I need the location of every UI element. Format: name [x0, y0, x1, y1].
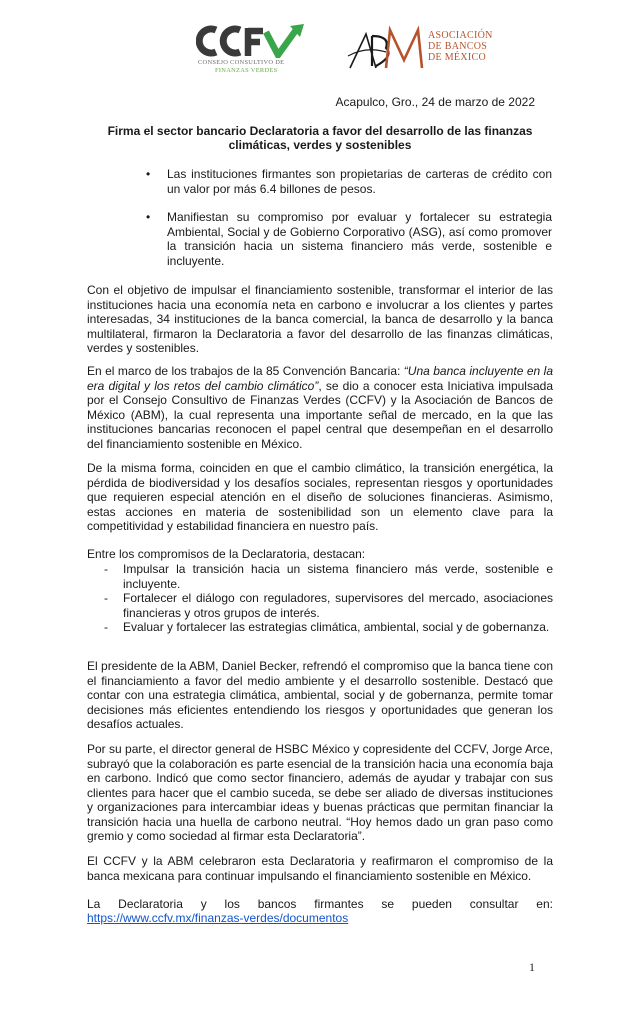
header-logos — [196, 22, 506, 78]
highlight-item — [140, 167, 552, 196]
commitment-item — [87, 620, 553, 635]
abm-logo-mark-icon — [346, 26, 426, 72]
bullet-icon: • — [146, 167, 151, 181]
commitments-list — [87, 562, 553, 635]
paragraph-convention — [87, 364, 553, 451]
abm-logo-text — [428, 30, 493, 63]
abm-text-line: DE MÉXICO — [428, 52, 486, 63]
ccfv-subtitle-line1: CONSEJO CONSULTIVO DE — [198, 59, 285, 66]
paragraph-closing: El CCFV y la ABM celebraron esta Declaratoria y reafirmaron el compromiso de la banca mexicana para continuar impulsando el financiamiento sostenible en México. — [87, 854, 553, 883]
highlight-text: Las instituciones firmantes son propietarias de carteras de crédito con un valor por más 6.4 billones de pesos. — [167, 167, 552, 196]
commitment-text: Fortalecer el diálogo con reguladores, supervisores del mercado, asociaciones financieras y otros grupos de interés. — [123, 591, 553, 620]
page-number: 1 — [529, 960, 535, 974]
ccfv-subtitle-line2: FINANZAS VERDES — [215, 67, 278, 74]
document-title: Firma el sector bancario Declaratoria a favor del desarrollo de las finanzas climáticas, verdes y sostenibles — [107, 124, 533, 152]
document-date: Acapulco, Gro., 24 de marzo de 2022 — [335, 95, 535, 109]
paragraph-intro: Con el objetivo de impulsar el financiamiento sostenible, transformar el interior de las instituciones hacia una economía neta en carbono e involucrar a los clientes y partes interesadas, 34 instituciones de la banca comercial, la banca de desarrollo y la banca multilateral, firmaron la Declaratoria a favor del desarrollo de las finanzas climáticas, verdes y sostenibles. — [87, 283, 553, 355]
paragraph-commitments-intro: Entre los compromisos de la Declaratoria, destacan: — [87, 547, 366, 561]
highlight-item — [140, 210, 552, 268]
dash-bullet-icon: - — [104, 620, 108, 634]
abm-text-line: ASOCIACIÓN — [428, 30, 493, 41]
dash-bullet-icon: - — [104, 591, 108, 605]
commitment-item — [87, 562, 553, 591]
paragraph-hsbc-director: Por su parte, el director general de HSBC México y copresidente del CCFV, Jorge Arce, subrayó que la colaboración es parte esencial de la transición hacia una economía baja en carbono. Indicó que como sector financiero, además de ayudar y trabajar con sus clientes para hacer que el cambio suceda, se debe ser aliado de diversas instituciones y organizaciones para intercambiar ideas y buenas prácticas que permitan financiar la transición hacia una huella de carbono neutral. “Hoy hemos dado un gran paso como gremio y como sociedad al firmar esta Declaratoria”. — [87, 742, 553, 843]
abm-logo — [346, 26, 506, 74]
paragraph-text: , se dio a conocer esta Iniciativa impulsada por el Consejo Consultivo de Finanzas Verdes (CCFV) y la Asociación de Bancos de México (ABM), la cual representa una importante señal de mercado, en la que las instituciones bancarias reconocen el papel central que desempeñan en el desarrollo del financiamiento sostenible en México. — [87, 378, 553, 451]
abm-text-line: DE BANCOS — [428, 41, 488, 52]
highlights-list — [140, 167, 552, 282]
paragraph-climate-risks: De la misma forma, coinciden en que el cambio climático, la transición energética, la pérdida de biodiversidad y los desafíos sociales, representan riesgos y oportunidades que requieren especial atención en el diseño de soluciones financieras. Asimismo, estas acciones en materia de sostenibilidad son un elemento clave para la competitividad y estabilidad financiera en nuestro país. — [87, 461, 553, 533]
commitment-text: Evaluar y fortalecer las estrategias climática, ambiental, social y de gobernanza. — [123, 620, 550, 634]
bullet-icon: • — [146, 210, 151, 224]
ccfv-logo — [196, 22, 306, 76]
dash-bullet-icon: - — [104, 562, 108, 576]
paragraph-abm-president: El presidente de la ABM, Daniel Becker, refrendó el compromiso que la banca tiene con el financiamiento a favor del medio ambiente y el desarrollo sostenible. Destacó que contar con una estrategia climática, ambiental, social y de gobernanza, permite tomar decisiones más eficientes entendiendo los riesgos y oportunidades que generan los desafíos actuales. — [87, 659, 553, 731]
commitment-item — [87, 591, 553, 620]
documents-link[interactable]: https://www.ccfv.mx/finanzas-verdes/documentos — [87, 911, 349, 925]
paragraph-consult: La Declaratoria y los bancos firmantes se pueden consultar en: — [87, 897, 553, 911]
convention-theme-quote: “Una banca incluyente en la era digital y los retos del cambio climático” — [87, 364, 554, 393]
ccfv-logo-mark-icon — [196, 24, 306, 58]
highlight-text: Manifiestan su compromiso por evaluar y fortalecer su estrategia Ambiental, Social y de Gobierno Corporativo (ASG), así como promover la transición hacia un sistema financiero más verde, sostenible e incluyente. — [167, 210, 552, 268]
paragraph-text: En el marco de los trabajos de la 85 Convención Bancaria: — [87, 364, 404, 378]
commitment-text: Impulsar la transición hacia un sistema financiero más verde, sostenible e incluyente. — [123, 562, 553, 591]
